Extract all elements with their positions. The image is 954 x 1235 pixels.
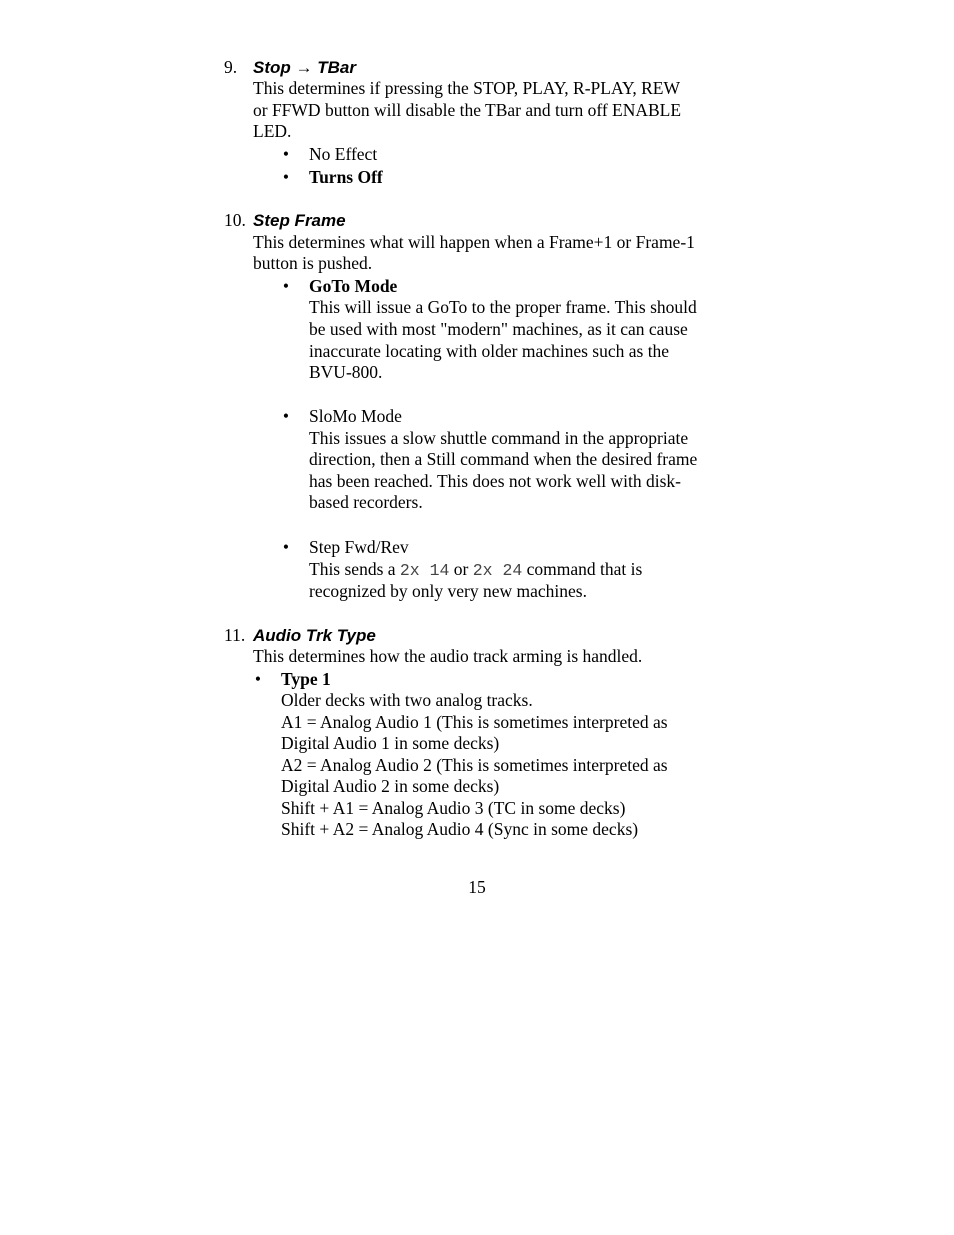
- section-11-title: Audio Trk Type: [253, 626, 376, 645]
- section-9-title-b: TBar: [317, 58, 356, 77]
- goto-mode-line-2: be used with most "modern" machines, as it can cause: [309, 319, 688, 339]
- page-number: 15: [468, 877, 486, 897]
- type-1-line-7: Shift + A2 = Analog Audio 4 (Sync in some decks): [281, 819, 639, 839]
- slomo-mode-line-2: direction, then a Still command when the desired frame: [309, 449, 698, 469]
- bullet-icon: •: [254, 669, 262, 689]
- step-fwd-text-post: command that is: [526, 559, 643, 579]
- step-fwd-rev-line-2: recognized by only very new machines.: [309, 581, 587, 601]
- section-9-number: 9.: [224, 57, 238, 77]
- section-9-desc-line-1: This determines if pressing the STOP, PLAY, R-PLAY, REW: [253, 78, 680, 98]
- step-fwd-rev-line-1: [309, 559, 642, 581]
- type-1-line-4: A2 = Analog Audio 2 (This is sometimes interpreted as: [281, 755, 668, 775]
- step-fwd-text-pre: This sends a: [309, 559, 396, 579]
- goto-mode-label: GoTo Mode: [309, 276, 398, 296]
- command-code-2: 2x 24: [472, 561, 523, 580]
- right-arrow-icon: →: [295, 58, 313, 77]
- section-10-desc-line-1: This determines what will happen when a Frame+1 or Frame-1: [253, 232, 695, 252]
- type-1-line-3: Digital Audio 1 in some decks): [281, 733, 500, 753]
- type-1-line-1: Older decks with two analog tracks.: [281, 690, 533, 710]
- bullet-icon: •: [282, 167, 290, 187]
- section-9-title-a: Stop: [253, 58, 291, 77]
- section-9-desc-line-3: LED.: [253, 121, 292, 141]
- section-11-desc: This determines how the audio track arming is handled.: [253, 646, 643, 666]
- goto-mode-line-4: BVU-800.: [309, 362, 383, 382]
- section-10-desc-line-2: button is pushed.: [253, 253, 373, 273]
- slomo-mode-line-4: based recorders.: [309, 492, 423, 512]
- slomo-mode-line-1: This issues a slow shuttle command in the appropriate: [309, 428, 689, 448]
- section-10-title: Step Frame: [253, 211, 346, 230]
- type-1-label: Type 1: [281, 669, 331, 689]
- slomo-mode-label: SloMo Mode: [309, 406, 402, 426]
- step-fwd-rev-label: Step Fwd/Rev: [309, 537, 409, 557]
- slomo-mode-line-3: has been reached. This does not work well with disk-: [309, 471, 681, 491]
- section-9-heading: [253, 57, 356, 78]
- goto-mode-line-1: This will issue a GoTo to the proper frame. This should: [309, 297, 697, 317]
- option-no-effect: No Effect: [309, 144, 378, 164]
- goto-mode-line-3: inaccurate locating with older machines such as the: [309, 341, 670, 361]
- type-1-line-5: Digital Audio 2 in some decks): [281, 776, 500, 796]
- section-11-number: 11.: [224, 625, 246, 645]
- type-1-line-2: A1 = Analog Audio 1 (This is sometimes interpreted as: [281, 712, 668, 732]
- step-fwd-text-mid: or: [453, 559, 469, 579]
- section-10-number: 10.: [224, 210, 246, 230]
- bullet-icon: •: [282, 276, 290, 296]
- type-1-line-6: Shift + A1 = Analog Audio 3 (TC in some decks): [281, 798, 626, 818]
- bullet-icon: •: [282, 537, 290, 557]
- section-9-desc-line-2: or FFWD button will disable the TBar and turn off ENABLE: [253, 100, 682, 120]
- option-turns-off: Turns Off: [309, 167, 383, 187]
- command-code-1: 2x 14: [399, 561, 450, 580]
- bullet-icon: •: [282, 144, 290, 164]
- bullet-icon: •: [282, 406, 290, 426]
